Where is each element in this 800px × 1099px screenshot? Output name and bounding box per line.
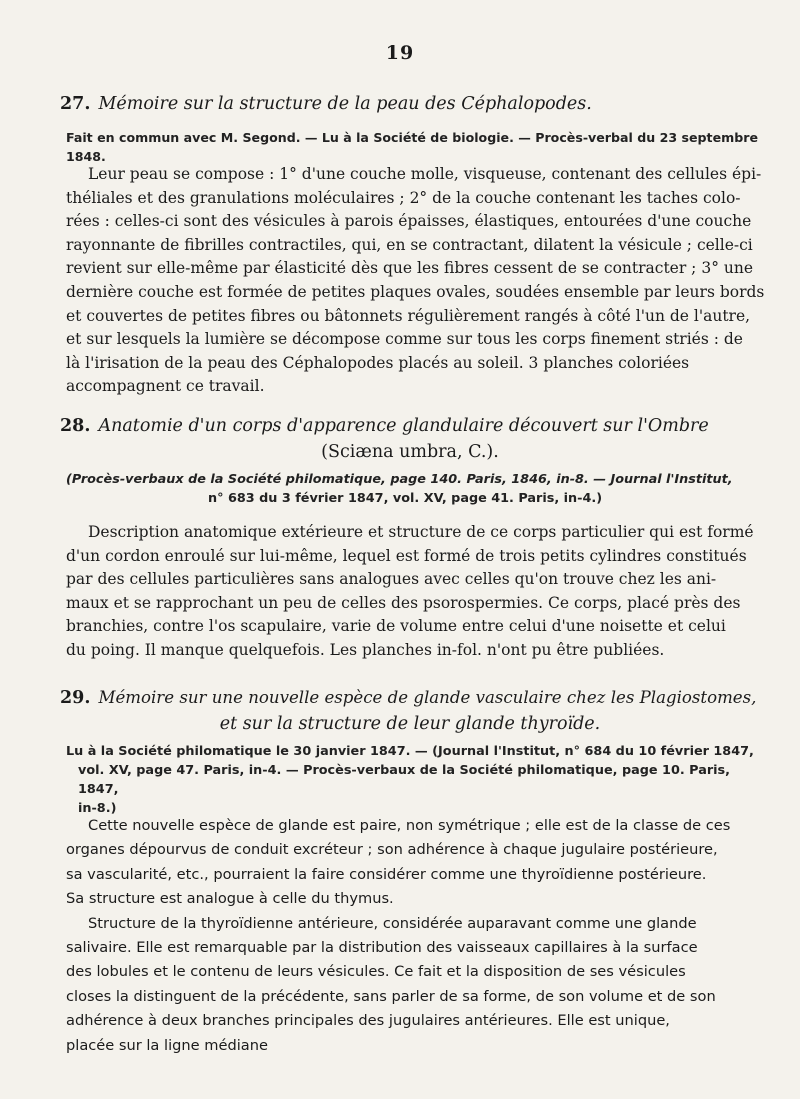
body-line: des lobules et le contenu de leurs vésicules. Ce fait et la disposition de ses vésicules [66,963,686,981]
body-line: accompagnent ce travail. [66,377,265,396]
body-line: là l'irisation de la peau des Céphalopodes placés au soleil. 3 planches coloriées [66,353,690,372]
section-28-subtitle: (Sciæna umbra, C.). [321,442,499,462]
body-line: salivaire. Elle est remarquable par la distribution des vaisseaux capillaires à la surface [66,939,698,957]
body-line: adhérence à deux branches principales des jugulaires antérieures. Elle est unique, [66,1012,670,1030]
body-line: Structure de la thyroïdienne antérieure, considérée auparavant comme une glande [88,914,697,932]
body-line: Sa structure est analogue à celle du thymus. [66,890,394,908]
body-line: branchies, contre l'os scapulaire, varie de volume entre celui d'une noisette et celui [66,617,726,636]
section-title-line: Mémoire sur une nouvelle espèce de glande vasculaire chez les Plagiostomes, [98,688,757,707]
body-line: rées : celles-ci sont des vésicules à parois épaisses, élastiques, entourées d'une couche [66,212,752,231]
section-29-meta [66,742,766,818]
body-line: Leur peau se compose : 1° d'une couche molle, visqueuse, contenant des cellules épi- [88,165,762,183]
body-line: organes dépourvus de conduit excréteur ; son adhérence à chaque jugulaire postérieure, [66,841,718,859]
section-28-body [66,521,764,663]
section-number: 29. [60,688,91,708]
body-line: sa vascularité, etc., pourraient la faire considérer comme une thyroïdienne postérieure. [66,865,707,883]
section-title-line: Mémoire sur la structure de la peau des Céphalopodes. [98,94,592,114]
meta-line: vol. XV, page 47. Paris, in-4. — Procès-verbaux de la Société philomatique, page 10. Paris, 1847, [78,763,731,797]
body-line: dernière couche est formée de petites plaques ovales, soudées ensemble par leurs bords [66,282,764,301]
body-line: rayonnante de fibrilles contractiles, qui, en se contractant, dilatent la vésicule ; celle-ci [66,235,753,254]
body-line: maux et se rapprochant un peu de celles des psorospermies. Ce corps, placé près des [66,593,741,612]
body-line: revient sur elle-même par élasticité dès que les fibres cessent de se contracter ; 3° une [66,259,754,278]
section-28-title [60,414,760,438]
section-29-body [66,814,764,1058]
section-number: 28. [60,416,91,436]
meta-line: Lu à la Société philomatique le 30 janvier 1847. — (Journal l'Institut, n° 684 du 10 février 1847, [66,744,754,759]
body-line: du poing. Il manque quelquefois. Les planches in-fol. n'ont pu être publiées. [66,640,665,659]
section-29-title [60,686,760,710]
section-27-meta: Fait en commun avec M. Segond. — Lu à la Société de biologie. — Procès-verbal du 23 septembre 1848. [66,130,758,164]
body-line: Cette nouvelle espèce de glande est paire, non symétrique ; elle est de la classe de ces [88,817,731,834]
meta-line: in-8.) [78,801,117,816]
section-27-title [60,92,760,116]
page-number: 19 [385,42,415,64]
body-line: par des cellules particulières sans analogues avec celles qu'on trouve chez les ani- [66,570,717,589]
section-29-subtitle [60,712,760,736]
section-number: 27. [60,94,91,114]
section-27-body [66,163,764,399]
body-line: closes la distinguent de la précédente, sans parler de sa forme, de son volume et de son [66,987,716,1005]
body-line: et sur lesquels la lumière se décompose comme sur tous les corps finement striés : de [66,330,743,349]
body-line: théliales et des granulations moléculaires ; 2° de la couche contenant les taches colo- [66,188,741,207]
body-line: Description anatomique extérieure et structure de ce corps particulier qui est formé [88,523,754,541]
section-title-line: Anatomie d'un corps d'apparence glandulaire découvert sur l'Ombre [98,416,709,436]
meta-line: (Procès-verbaux de la Société philomatique, page 140. Paris, 1846, in-8. — Journal l'Institut, [66,472,733,487]
section-28-meta [66,470,766,508]
body-line: d'un cordon enroulé sur lui-même, lequel est formé de trois petits cylindres constitués [66,546,747,565]
section-title-line: et sur la structure de leur glande thyroïde. [219,714,601,734]
body-line: et couvertes de petites fibres ou bâtonnets régulièrement rangés à côté l'un de l'autre, [66,306,751,325]
meta-line: n° 683 du 3 février 1847, vol. XV, page 41. Paris, in-4.) [208,491,603,506]
body-line: placée sur la ligne médiane [66,1036,268,1054]
